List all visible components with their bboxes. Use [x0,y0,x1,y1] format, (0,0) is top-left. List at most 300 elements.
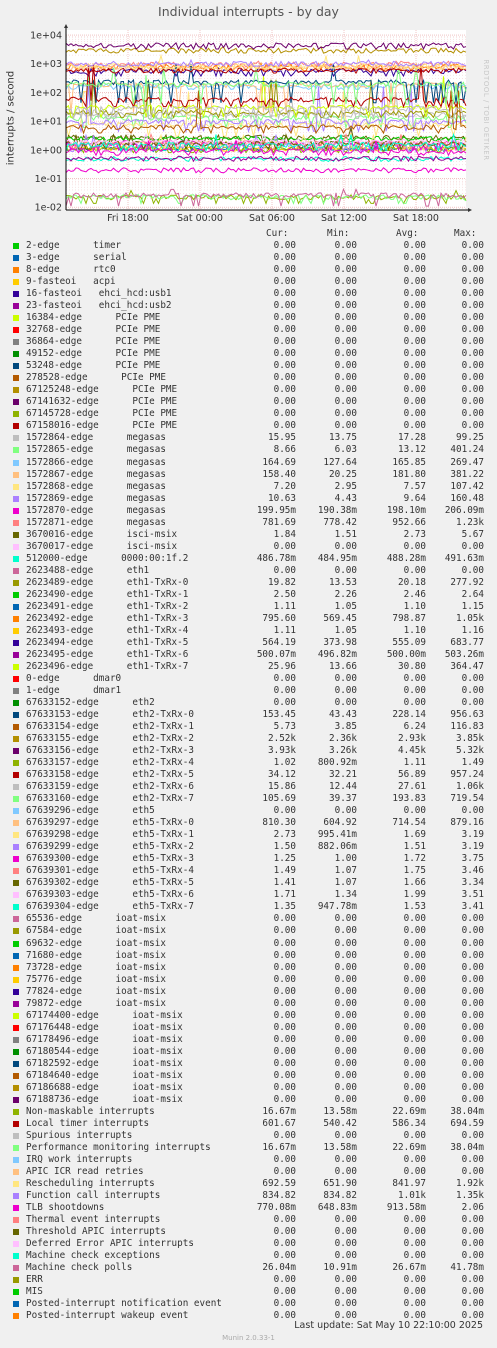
value-max: 0.00 [461,348,484,360]
series-name: Function call interrupts [26,1190,161,1201]
value-cur: 15.86 [268,781,296,793]
series-name: 1572864-edge megasas [26,432,166,444]
value-min: 0.00 [334,324,357,336]
value-cur: 1.71 [273,889,296,901]
value-avg: 488.28m [386,552,426,564]
legend-swatch [13,1025,19,1031]
value-cur: 1.41 [273,877,296,889]
value-min: 0.00 [334,1033,357,1045]
value-avg: 0.00 [403,288,426,300]
value-avg: 181.80 [392,468,426,480]
series-name: 67633152-edge eth2 [26,696,155,708]
legend-swatch [13,532,19,538]
value-min: 0.00 [334,1238,357,1250]
value-min: 20.25 [329,468,357,480]
series-name: 16384-edge PCIe PME [26,312,161,324]
legend-swatch [13,303,19,309]
value-cur: 0.00 [273,1129,296,1141]
series-name: 1572867-edge megasas [26,468,166,480]
series-name: APIC ICR read retries [26,1165,144,1177]
value-cur: 0.00 [273,1274,296,1286]
legend-row [0,505,497,517]
last-update: Last update: Sat May 10 22:10:00 2025 [294,1320,483,1331]
value-cur: 0.00 [273,985,296,997]
value-avg: 22.69m [392,1105,426,1117]
value-max: 206.09m [444,504,484,516]
value-avg: 17.28 [398,432,426,444]
value-avg: 2.93k [398,733,426,744]
value-min: 0.00 [334,1165,357,1177]
value-min: 0.00 [334,312,357,324]
value-max: 3.19 [461,829,484,841]
value-cur: 0.00 [273,348,296,360]
legend-swatch [13,544,19,550]
value-avg: 555.09 [392,636,426,648]
value-max: 0.00 [461,312,484,324]
legend-swatch [13,1133,19,1139]
value-avg: 193.83 [392,793,426,805]
value-min: 1.00 [334,853,357,865]
value-avg: 1.10 [403,600,426,612]
series-name: 67639298-edge eth5-TxRx-1 [26,829,194,841]
legend-swatch [13,989,19,995]
series-name: 1572871-edge megasas [26,516,166,528]
value-max: 0.00 [461,408,484,420]
value-cur: 795.60 [262,612,296,624]
value-cur: 2.73 [273,829,296,841]
value-cur: 0.00 [273,1045,296,1057]
legend-swatch [13,556,19,562]
value-avg: 0.00 [403,252,426,263]
value-min: 0.00 [334,396,357,408]
value-cur: 0.00 [273,1081,296,1093]
value-cur: 0.00 [273,1226,296,1238]
value-cur: 0.00 [273,1153,296,1165]
value-max: 0.00 [461,684,484,696]
value-avg: 0.00 [403,696,426,708]
legend-swatch [13,399,19,405]
legend-swatch [13,832,19,838]
legend-swatch [13,640,19,646]
value-cur: 0.00 [273,672,296,684]
value-cur: 8.66 [273,444,296,456]
value-max: 0.00 [461,1021,484,1033]
legend-row [0,1070,497,1082]
series-name: 36864-edge PCIe PME [26,336,161,348]
value-max: 0.00 [461,1009,484,1021]
value-avg: 0.00 [403,1226,426,1238]
value-min: 0.00 [334,1057,357,1069]
legend-swatch [13,1121,19,1127]
series-name: ERR [26,1274,43,1286]
value-min: 995.41m [317,829,357,841]
legend-row [0,950,497,962]
y-tick-label: 1e-01 [34,174,62,186]
value-max: 0.00 [461,1153,484,1165]
value-cur: 199.95m [256,504,296,516]
value-max: 694.59 [450,1117,484,1129]
value-cur: 0.00 [273,336,296,348]
value-max: 0.00 [461,1093,484,1105]
series-name: 2623489-edge eth1-TxRx-0 [26,576,189,588]
value-cur: 5.73 [273,721,296,732]
series-name: 67141632-edge PCIe PME [26,396,178,408]
value-avg: 798.87 [392,612,426,624]
value-cur: 10.63 [268,492,296,504]
legend-row [0,649,497,661]
legend-swatch [13,1085,19,1091]
legend-row [0,913,497,925]
value-avg: 0.00 [403,1274,426,1286]
legend-swatch [13,941,19,947]
value-avg: 0.00 [403,264,426,275]
legend-row [0,805,497,817]
legend-row [0,1094,497,1106]
value-min: 0.00 [334,360,357,372]
series-name: 67180544-edge ioat-msix [26,1045,183,1057]
legend-row [0,589,497,601]
col-header-min: Min: [327,228,350,239]
legend-swatch [13,953,19,959]
legend-row [0,553,497,565]
legend-swatch [13,1205,19,1211]
value-max: 38.04m [450,1141,484,1153]
value-min: 0.00 [334,937,357,949]
value-max: 0.00 [461,540,484,552]
legend-swatch [13,267,19,273]
value-avg: 714.54 [392,817,426,829]
munin-version: Munin 2.0.33-1 [222,1334,275,1342]
value-min: 0.00 [334,1310,357,1322]
value-avg: 0.00 [403,1045,426,1057]
value-cur: 0.00 [273,1021,296,1033]
value-max: 0.00 [461,973,484,985]
legend-swatch [13,1301,19,1307]
value-cur: 781.69 [262,516,296,528]
value-max: 1.92k [456,1178,484,1189]
value-min: 778.42 [323,516,357,528]
series-name: 0-edge dmar0 [26,672,122,684]
legend-row [0,709,497,721]
legend-row [0,469,497,481]
legend-swatch [13,772,19,778]
value-max: 3.34 [461,877,484,889]
legend-swatch [13,363,19,369]
value-avg: 1.01k [398,1190,426,1201]
series-name: 67639303-edge eth5-TxRx-6 [26,889,194,901]
legend-swatch [13,1097,19,1103]
value-min: 0.00 [334,805,357,817]
legend-swatch [13,1001,19,1007]
series-name: MIS [26,1286,43,1298]
value-min: 0.00 [334,684,357,696]
value-avg: 586.34 [392,1117,426,1129]
legend-row [0,408,497,420]
col-header-max: Max: [454,228,477,239]
value-max: 3.85k [456,733,484,744]
legend-row [0,986,497,998]
value-max: 401.24 [450,444,484,456]
value-avg: 0.00 [403,324,426,336]
legend-row [0,745,497,757]
x-tick-label: Sat 06:00 [249,213,295,224]
value-avg: 0.00 [403,408,426,420]
value-min: 0.00 [334,1250,357,1262]
series-name: Machine check polls [26,1262,133,1274]
legend-swatch [13,796,19,802]
legend-row [0,841,497,853]
series-name: 67184640-edge ioat-msix [26,1069,183,1081]
value-avg: 0.00 [403,1165,426,1177]
x-tick-label: Sat 18:00 [393,213,439,224]
value-avg: 0.00 [403,949,426,961]
series-name: Spurious interrupts [26,1129,133,1141]
value-min: 651.90 [323,1178,357,1189]
value-max: 5.67 [461,528,484,540]
value-cur: 0.00 [273,276,296,288]
legend-row [0,420,497,432]
value-avg: 0.00 [403,1069,426,1081]
series-name: Non-maskable interrupts [26,1105,155,1117]
value-avg: 20.18 [398,576,426,588]
value-max: 0.00 [461,961,484,973]
value-min: 648.83m [317,1202,357,1213]
series-name: 79872-edge ioat-msix [26,997,166,1009]
value-avg: 500.00m [386,648,426,660]
series-name: 67633158-edge eth2-TxRx-5 [26,769,194,781]
value-min: 0.00 [334,973,357,985]
value-avg: 0.00 [403,1298,426,1310]
legend-row [0,1166,497,1178]
legend-swatch [13,1169,19,1175]
value-max: 0.00 [461,925,484,937]
value-min: 0.00 [334,961,357,973]
series-name: 67633155-edge eth2-TxRx-2 [26,733,194,744]
value-max: 1.06k [456,781,484,793]
value-max: 0.00 [461,1081,484,1093]
value-max: 269.47 [450,456,484,468]
series-name: 75776-edge ioat-msix [26,973,166,985]
legend-row [0,1226,497,1238]
series-name: 2623488-edge eth1 [26,564,150,576]
series-name: 278528-edge PCIe PME [26,372,166,384]
y-tick-label: 1e+02 [30,87,62,99]
value-max: 1.16 [461,624,484,636]
legend-row [0,432,497,444]
value-min: 882.06m [317,841,357,853]
value-max: 0.00 [461,1033,484,1045]
value-cur: 0.00 [273,961,296,973]
series-name: Performance monitoring interrupts [26,1141,211,1153]
legend-swatch [13,1229,19,1235]
legend-row [0,998,497,1010]
value-min: 0.00 [334,564,357,576]
value-cur: 0.00 [273,949,296,961]
value-cur: 19.82 [268,576,296,588]
value-min: 13.75 [329,432,357,444]
value-min: 0.00 [334,1009,357,1021]
x-tick-label: Sat 12:00 [321,213,367,224]
y-tick-label: 1e+00 [30,145,62,157]
value-min: 0.00 [334,300,357,312]
value-max: 0.00 [461,336,484,348]
series-name: 67174400-edge ioat-msix [26,1009,183,1021]
legend-row [0,457,497,469]
value-avg: 1.66 [403,877,426,889]
value-avg: 0.00 [403,925,426,937]
value-cur: 692.59 [262,1178,296,1189]
value-cur: 1.25 [273,853,296,865]
value-cur: 834.82 [262,1190,296,1201]
series-name: 2623492-edge eth1-TxRx-3 [26,612,189,624]
legend-swatch [13,291,19,297]
legend-row [0,1214,497,1226]
series-name: Local timer interrupts [26,1117,150,1129]
value-max: 956.63 [450,709,484,720]
legend-row [0,1250,497,1262]
value-max: 0.00 [461,288,484,300]
value-max: 503.26m [444,648,484,660]
value-avg: 0.00 [403,384,426,396]
value-max: 3.19 [461,841,484,853]
value-cur: 0.00 [273,937,296,949]
legend-swatch [13,568,19,574]
value-min: 0.00 [334,997,357,1009]
legend-row [0,384,497,396]
legend-swatch [13,808,19,814]
legend-row [0,673,497,685]
legend-swatch [13,435,19,441]
legend-row [0,1022,497,1034]
value-cur: 7.20 [273,480,296,492]
legend-swatch [13,844,19,850]
value-max: 107.42 [450,480,484,492]
value-cur: 564.19 [262,636,296,648]
value-min: 43.43 [329,709,357,720]
legend-swatch [13,423,19,429]
legend-swatch [13,892,19,898]
value-avg: 0.00 [403,372,426,384]
value-max: 0.00 [461,949,484,961]
legend-swatch [13,916,19,922]
value-cur: 1.11 [273,600,296,612]
value-cur: 1.02 [273,757,296,769]
value-avg: 26.67m [392,1262,426,1274]
legend-swatch [13,1313,19,1319]
legend-swatch [13,1013,19,1019]
value-cur: 3.93k [268,745,296,756]
value-avg: 1.53 [403,901,426,913]
value-cur: 0.00 [273,300,296,312]
value-max: 381.22 [450,468,484,480]
value-cur: 0.00 [273,1069,296,1081]
legend-row [0,1142,497,1154]
legend-row [0,1178,497,1190]
legend-swatch [13,736,19,742]
series-name: TLB shootdowns [26,1202,105,1213]
legend-swatch [13,472,19,478]
value-min: 2.95 [334,480,357,492]
legend-row [0,733,497,745]
series-name: 69632-edge ioat-msix [26,937,166,949]
value-cur: 486.78m [256,552,296,564]
value-avg: 1.11 [403,757,426,769]
legend-swatch [13,760,19,766]
series-name: 512000-edge 0000:00:1f.2 [26,552,189,564]
legend-row [0,360,497,372]
series-name: 2623494-edge eth1-TxRx-5 [26,636,189,648]
legend-swatch [13,1037,19,1043]
series-name: Posted-interrupt notification event [26,1298,222,1310]
value-max: 0.00 [461,324,484,336]
legend-swatch [13,496,19,502]
value-avg: 0.00 [403,973,426,985]
value-cur: 0.00 [273,1238,296,1250]
value-avg: 1.10 [403,624,426,636]
legend-swatch [13,1061,19,1067]
legend-row [0,517,497,529]
value-cur: 0.00 [273,288,296,300]
value-avg: 0.00 [403,1310,426,1322]
series-name: Thermal event interrupts [26,1214,161,1225]
value-max: 0.00 [461,372,484,384]
value-avg: 0.00 [403,937,426,949]
value-avg: 0.00 [403,540,426,552]
value-cur: 0.00 [273,973,296,985]
value-cur: 2.50 [273,588,296,600]
value-max: 0.00 [461,564,484,576]
value-cur: 810.30 [262,817,296,829]
value-cur: 158.40 [262,468,296,480]
value-cur: 164.69 [262,456,296,468]
value-max: 0.00 [461,1129,484,1141]
legend-swatch [13,375,19,381]
value-max: 277.92 [450,576,484,588]
value-cur: 0.00 [273,264,296,275]
legend-row [0,1286,497,1298]
value-cur: 0.00 [273,1214,296,1225]
value-max: 0.00 [461,384,484,396]
value-avg: 7.57 [403,480,426,492]
series-name: 2623490-edge eth1-TxRx-1 [26,588,189,600]
value-cur: 26.04m [262,1262,296,1274]
value-avg: 0.00 [403,805,426,817]
legend-swatch [13,616,19,622]
legend-swatch [13,628,19,634]
value-avg: 0.00 [403,1238,426,1250]
value-max: 0.00 [461,264,484,275]
value-cur: 0.00 [273,360,296,372]
value-avg: 0.00 [403,312,426,324]
value-cur: 0.00 [273,1286,296,1298]
value-cur: 0.00 [273,1250,296,1262]
value-min: 0.00 [334,336,357,348]
legend-swatch [13,592,19,598]
legend-row [0,240,497,252]
value-max: 3.46 [461,865,484,877]
legend-row [0,1130,497,1142]
series-name: 77824-edge ioat-msix [26,985,166,997]
value-cur: 0.00 [273,324,296,336]
value-min: 0.00 [334,672,357,684]
series-name: 67633160-edge eth2-TxRx-7 [26,793,194,805]
series-name: Deferred Error APIC interrupts [26,1238,194,1250]
value-max: 3.75 [461,853,484,865]
legend-row [0,1190,497,1202]
legend-row [0,697,497,709]
legend-row [0,529,497,541]
value-min: 0.00 [334,240,357,251]
